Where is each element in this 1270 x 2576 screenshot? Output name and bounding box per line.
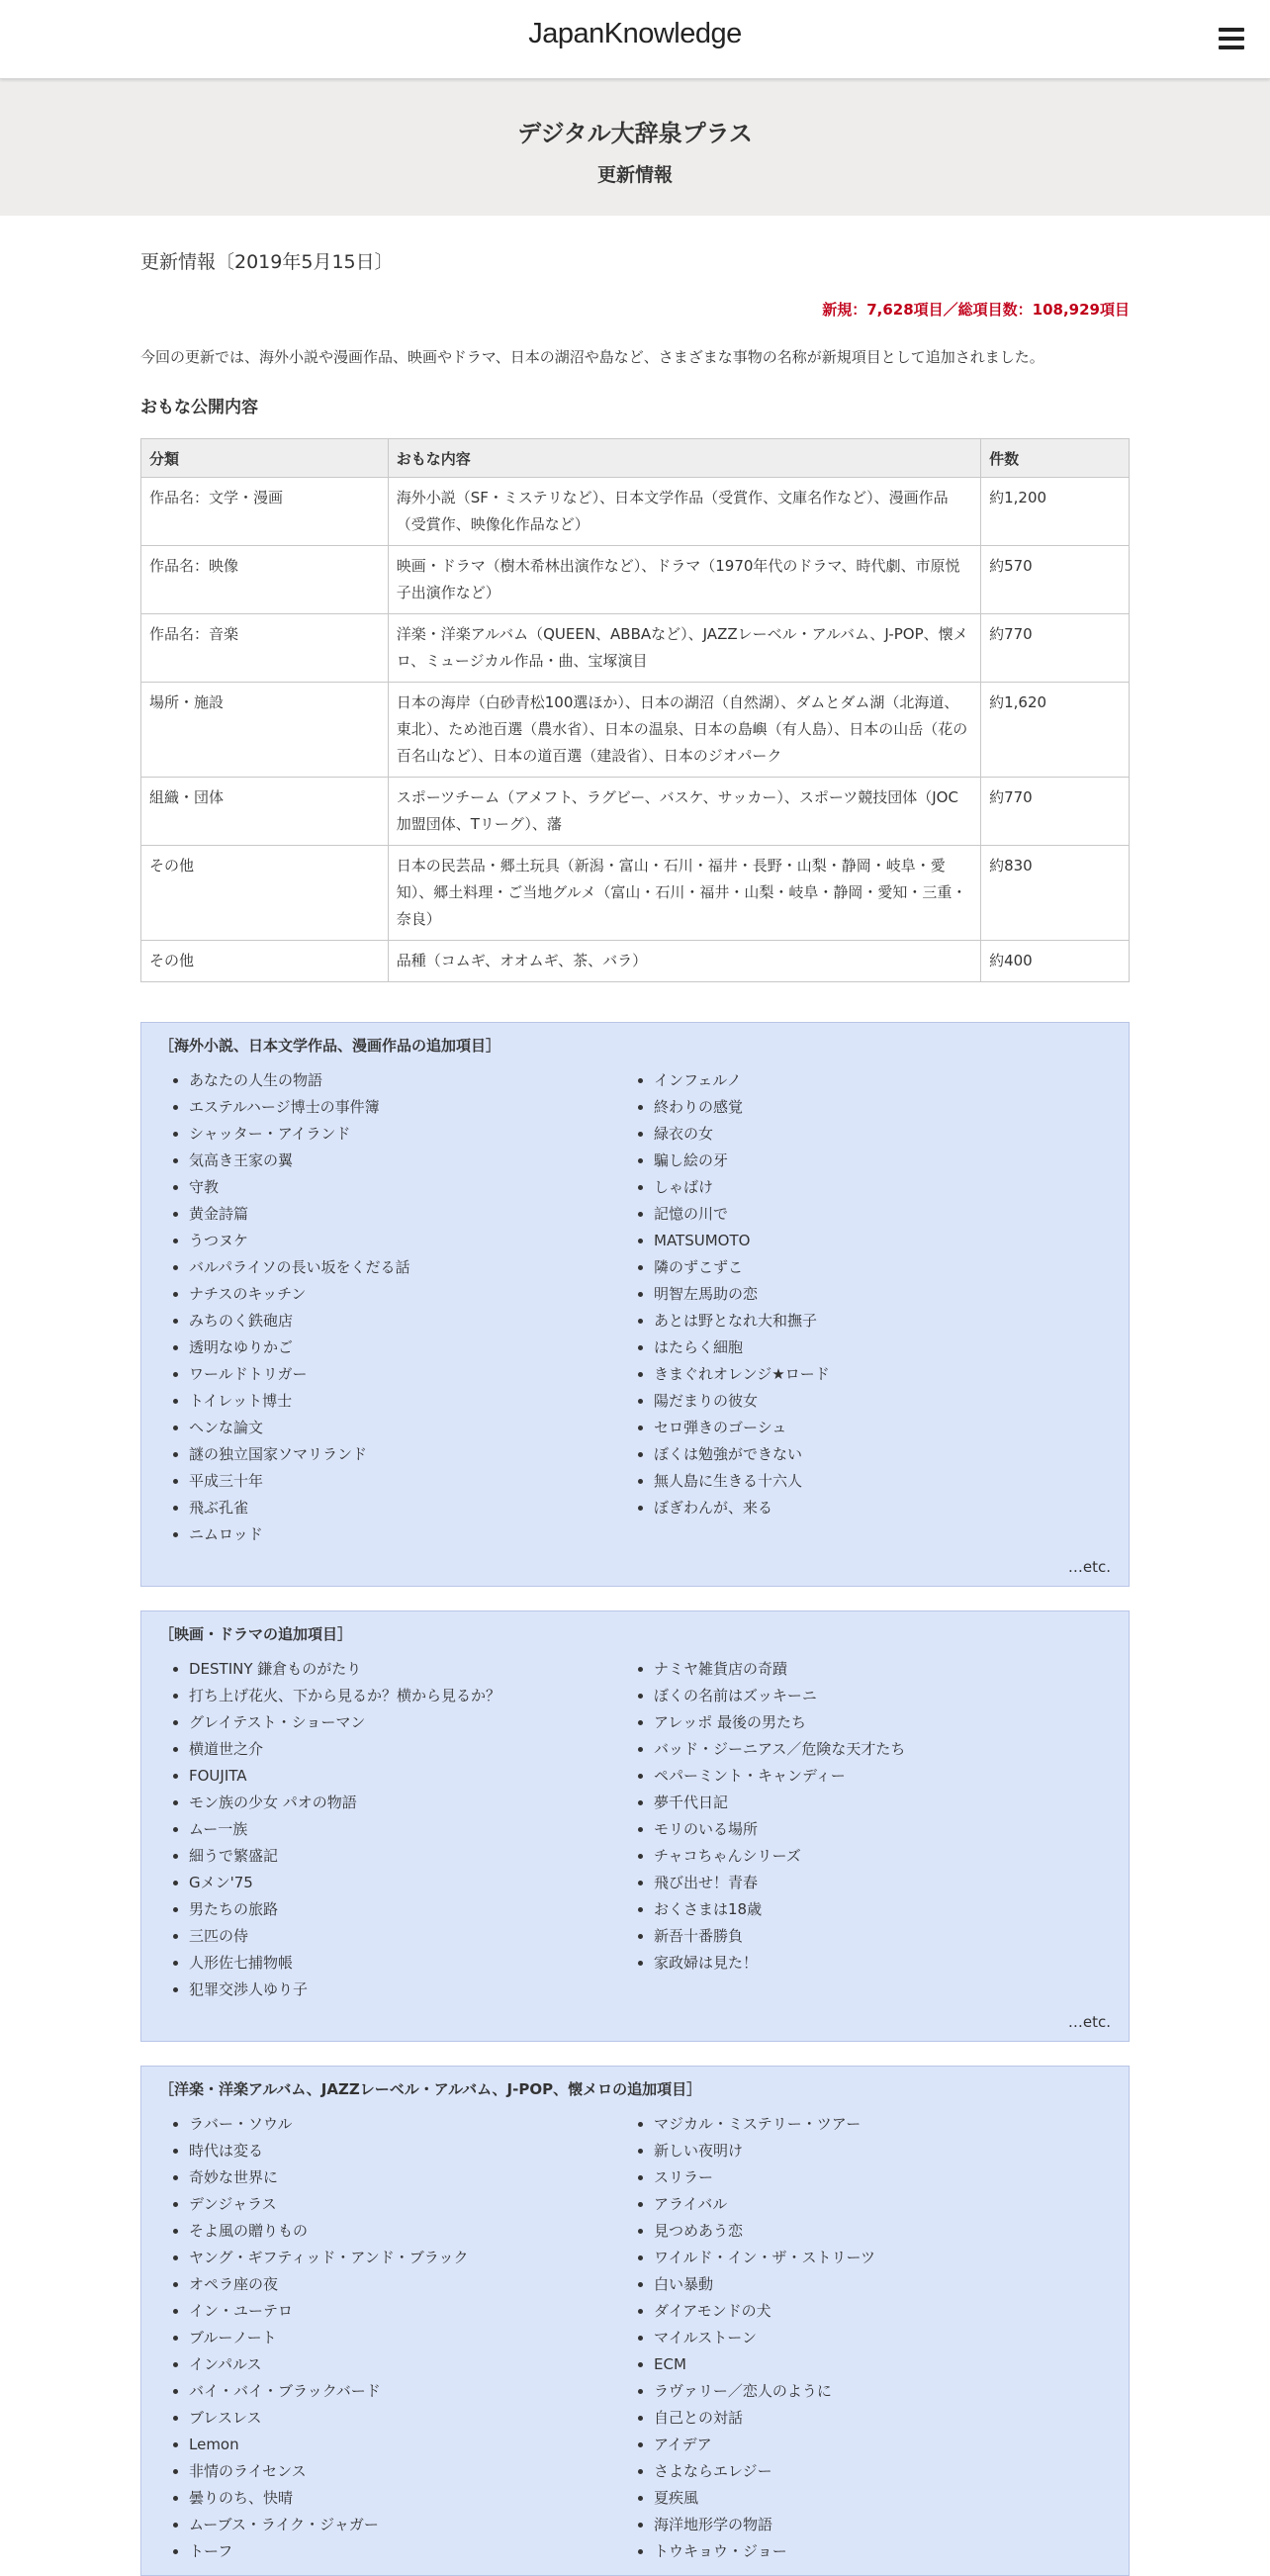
list-item: • バッド・ジーニアス／危険な天才たち <box>654 1736 1089 1763</box>
cell-count: 約1,200 <box>981 478 1130 546</box>
list-item: • 海洋地形学の物語 <box>654 2512 1089 2538</box>
list-item: • モン族の少女 パオの物語 <box>189 1790 624 1816</box>
list-item: • セロ弾きのゴーシュ <box>654 1415 1089 1441</box>
list-item: • トウキョウ・ジョー <box>654 2538 1089 2565</box>
menu-bar <box>1219 46 1244 49</box>
item-list-right <box>624 2111 1089 2565</box>
list-item: • 時代は変る <box>189 2138 624 2164</box>
cell-count: 約770 <box>981 614 1130 683</box>
list-item: • オペラ座の夜 <box>189 2271 624 2298</box>
cell-category: その他 <box>141 846 389 941</box>
list-item: • ラバー・ソウル <box>189 2111 624 2138</box>
list-item: • 透明なゆりかご <box>189 1334 624 1361</box>
list-item: • 奇妙な世界に <box>189 2164 624 2191</box>
list-item: • 家政婦は見た！ <box>654 1950 1089 1977</box>
cell-contents: 日本の海岸（白砂青松100選ほか）、日本の湖沼（自然湖）、ダムとダム湖（北海道、東北）、ため池百選（農水省）、日本の温泉、日本の島嶼（有人島）、日本の山岳（花の百名山など）、日本の道百選（建設省）、日本のジオパーク <box>388 683 980 778</box>
list-item: • 夢千代日記 <box>654 1790 1089 1816</box>
list-item: • アイデア <box>654 2432 1089 2458</box>
list-item: • 横道世之介 <box>189 1736 624 1763</box>
list-item: • トーフ <box>189 2538 624 2565</box>
list-item: • 謎の独立国家ソマリランド <box>189 1441 624 1468</box>
list-item: • 明智左馬助の恋 <box>654 1281 1089 1308</box>
item-list-left <box>159 2111 624 2565</box>
cell-contents: 海外小説（SF・ミステリなど）、日本文学作品（受賞作、文庫名作など）、漫画作品（受賞作、映像化作品など） <box>388 478 980 546</box>
list-item: • ブレスレス <box>189 2405 624 2432</box>
list-item: • スリラー <box>654 2164 1089 2191</box>
cell-count: 約400 <box>981 941 1130 982</box>
list-item: • 白い暴動 <box>654 2271 1089 2298</box>
summary-table <box>140 438 1130 982</box>
site-header <box>0 0 1270 79</box>
list-item: • トイレット博士 <box>189 1388 624 1415</box>
list-item: • ぼぎわんが、来る <box>654 1495 1089 1521</box>
item-list-right <box>624 1656 1089 2003</box>
table-row <box>141 778 1130 846</box>
table-row <box>141 478 1130 546</box>
item-counts: 新規：7,628項目／総項目数：108,929項目 <box>822 301 1130 319</box>
cell-contents: スポーツチーム（アメフト、ラグビー、バスケ、サッカー）、スポーツ競技団体（JOC加盟団体、Tリーグ）、藩 <box>388 778 980 846</box>
list-item: • 曇りのち、快晴 <box>189 2485 624 2512</box>
list-item: • ECM <box>654 2351 1089 2378</box>
cell-count: 約770 <box>981 778 1130 846</box>
list-item: • Gメン'75 <box>189 1870 624 1896</box>
header-contents: おもな内容 <box>388 439 980 478</box>
list-item: • ナチスのキッチン <box>189 1281 624 1308</box>
list-item: • みちのく鉄砲店 <box>189 1308 624 1334</box>
item-list-right <box>624 1067 1089 1548</box>
page-subtitle: 更新情報 <box>596 164 673 186</box>
cell-category: 場所・施設 <box>141 683 389 778</box>
cell-count: 約570 <box>981 546 1130 614</box>
list-item: • 飛ぶ孔雀 <box>189 1495 624 1521</box>
list-item: • 人形佐七捕物帳 <box>189 1950 624 1977</box>
list-item: • ブルーノート <box>189 2325 624 2351</box>
table-row <box>141 846 1130 941</box>
cell-category: 組織・団体 <box>141 778 389 846</box>
list-item: • ヘンな論文 <box>189 1415 624 1441</box>
list-item: • マイルストーン <box>654 2325 1089 2351</box>
added-items-box <box>140 1610 1130 2042</box>
list-item: • 細うで繁盛記 <box>189 1843 624 1870</box>
box-title: ［映画・ドラマの追加項目］ <box>159 1625 353 1643</box>
list-item: • インパルス <box>189 2351 624 2378</box>
list-item: • グレイテスト・ショーマン <box>189 1709 624 1736</box>
cell-contents: 日本の民芸品・郷土玩具（新潟・富山・石川・福井・長野・山梨・静岡・岐阜・愛知）、郷土料理・ご当地グルメ（富山・石川・福井・山梨・岐阜・静岡・愛知・三重・奈良） <box>388 846 980 941</box>
list-item: • ナミヤ雑貨店の奇蹟 <box>654 1656 1089 1683</box>
list-item: • DESTINY 鎌倉ものがたり <box>189 1656 624 1683</box>
list-item: • MATSUMOTO <box>654 1228 1089 1254</box>
list-item: • 新しい夜明け <box>654 2138 1089 2164</box>
item-list-left <box>159 1656 624 2003</box>
list-item: • ぼくの名前はズッキーニ <box>654 1683 1089 1709</box>
etc-label: …etc. <box>1067 1558 1111 1576</box>
list-item: • イン・ユーテロ <box>189 2298 624 2325</box>
list-item: • 騙し絵の牙 <box>654 1148 1089 1174</box>
list-item: • きまぐれオレンジ★ロード <box>654 1361 1089 1388</box>
list-item: • ワイルド・イン・ザ・ストリーツ <box>654 2245 1089 2271</box>
menu-bar <box>1219 37 1244 41</box>
menu-bar <box>1219 28 1244 32</box>
box-title: ［海外小説、日本文学作品、漫画作品の追加項目］ <box>159 1037 501 1055</box>
list-item: • 終わりの感覚 <box>654 1094 1089 1121</box>
list-item: • シャッター・アイランド <box>189 1121 624 1148</box>
update-intro: 今回の更新では、海外小説や漫画作品、映画やドラマ、日本の湖沼や島など、さまざまな事物の名称が新規項目として追加されました。 <box>140 348 1044 366</box>
list-item: • 陽だまりの彼女 <box>654 1388 1089 1415</box>
list-item: • 黄金詩篇 <box>189 1201 624 1228</box>
cell-contents: 品種（コムギ、オオムギ、茶、バラ） <box>388 941 980 982</box>
list-item: • 無人島に生きる十六人 <box>654 1468 1089 1495</box>
list-item: • ニムロッド <box>189 1521 624 1548</box>
site-logo[interactable]: JapanKnowledge <box>528 18 742 49</box>
list-item: • あなたの人生の物語 <box>189 1067 624 1094</box>
table-header-row <box>141 439 1130 478</box>
page-banner <box>0 79 1270 216</box>
list-item: • チャコちゃんシリーズ <box>654 1843 1089 1870</box>
hamburger-menu-icon[interactable] <box>1219 28 1244 51</box>
list-item: • モリのいる場所 <box>654 1816 1089 1843</box>
list-item: • Lemon <box>189 2432 624 2458</box>
list-item: • 見つめあう恋 <box>654 2218 1089 2245</box>
list-item: • ぼくは勉強ができない <box>654 1441 1089 1468</box>
box-title: ［洋楽・洋楽アルバム、JAZZレーベル・アルバム、J-POP、懐メロの追加項目］ <box>159 2080 702 2098</box>
list-item: • デンジャラス <box>189 2191 624 2218</box>
list-item: • ラヴァリー／恋人のように <box>654 2378 1089 2405</box>
cell-count: 約830 <box>981 846 1130 941</box>
list-item: • 緑衣の女 <box>654 1121 1089 1148</box>
list-item: • マジカル・ミステリー・ツアー <box>654 2111 1089 2138</box>
list-item: • あとは野となれ大和撫子 <box>654 1308 1089 1334</box>
list-item: • おくさまは18歳 <box>654 1896 1089 1923</box>
list-item: • ヤング・ギフティッド・アンド・ブラック <box>189 2245 624 2271</box>
list-item: • さよならエレジー <box>654 2458 1089 2485</box>
cell-category: その他 <box>141 941 389 982</box>
section-heading: おもな公開内容 <box>140 398 258 417</box>
cell-count: 約1,620 <box>981 683 1130 778</box>
list-item: • 夏疾風 <box>654 2485 1089 2512</box>
update-title: 更新情報〔2019年5月15日〕 <box>140 251 394 273</box>
list-item: • 守教 <box>189 1174 624 1201</box>
list-item: • アレッポ 最後の男たち <box>654 1709 1089 1736</box>
list-item: • 打ち上げ花火、下から見るか？横から見るか？ <box>189 1683 624 1709</box>
table-row <box>141 683 1130 778</box>
header-count: 件数 <box>981 439 1130 478</box>
list-item: • バイ・バイ・ブラックバード <box>189 2378 624 2405</box>
table-row <box>141 614 1130 683</box>
list-item: • ダイアモンドの犬 <box>654 2298 1089 2325</box>
list-item: • 気高き王家の翼 <box>189 1148 624 1174</box>
list-item: • ワールドトリガー <box>189 1361 624 1388</box>
etc-label: …etc. <box>1067 2013 1111 2031</box>
list-item: • はたらく細胞 <box>654 1334 1089 1361</box>
header-category: 分類 <box>141 439 389 478</box>
added-items-box <box>140 1022 1130 1587</box>
list-item: • 三匹の侍 <box>189 1923 624 1950</box>
table-row <box>141 941 1130 982</box>
list-item: • 自己との対話 <box>654 2405 1089 2432</box>
box-columns <box>159 2111 1111 2565</box>
main-content <box>140 216 1130 2576</box>
list-item: • うつヌケ <box>189 1228 624 1254</box>
list-item: • 新吾十番勝負 <box>654 1923 1089 1950</box>
cell-category: 作品名：音楽 <box>141 614 389 683</box>
added-items-box <box>140 2066 1130 2576</box>
list-item: • 男たちの旅路 <box>189 1896 624 1923</box>
list-item: • アライバル <box>654 2191 1089 2218</box>
list-item: • 平成三十年 <box>189 1468 624 1495</box>
cell-category: 作品名：文学・漫画 <box>141 478 389 546</box>
cell-contents: 映画・ドラマ（樹木希林出演作など）、ドラマ（1970年代のドラマ、時代劇、市原悦子出演作など） <box>388 546 980 614</box>
cell-contents: 洋楽・洋楽アルバム（QUEEN、ABBAなど）、JAZZレーベル・アルバム、J-POP、懐メロ、ミュージカル作品・曲、宝塚演目 <box>388 614 980 683</box>
item-list-left <box>159 1067 624 1548</box>
list-item: • ペパーミント・キャンディー <box>654 1763 1089 1790</box>
list-item: • FOUJITA <box>189 1763 624 1790</box>
list-item: • 犯罪交渉人ゆり子 <box>189 1977 624 2003</box>
list-item: • 飛び出せ！青春 <box>654 1870 1089 1896</box>
list-item: • エステルハージ博士の事件簿 <box>189 1094 624 1121</box>
list-item: • 記憶の川で <box>654 1201 1089 1228</box>
list-item: • ムーブス・ライク・ジャガー <box>189 2512 624 2538</box>
cell-category: 作品名：映像 <box>141 546 389 614</box>
list-item: • そよ風の贈りもの <box>189 2218 624 2245</box>
list-item: • 非情のライセンス <box>189 2458 624 2485</box>
page-title: デジタル大辞泉プラス <box>517 120 753 147</box>
list-item: • 隣のずこずこ <box>654 1254 1089 1281</box>
list-item: • バルパライソの長い坂をくだる話 <box>189 1254 624 1281</box>
box-columns <box>159 1656 1111 2003</box>
list-item: • ムー一族 <box>189 1816 624 1843</box>
table-row <box>141 546 1130 614</box>
list-item: • インフェルノ <box>654 1067 1089 1094</box>
box-columns <box>159 1067 1111 1548</box>
list-item: • しゃばけ <box>654 1174 1089 1201</box>
